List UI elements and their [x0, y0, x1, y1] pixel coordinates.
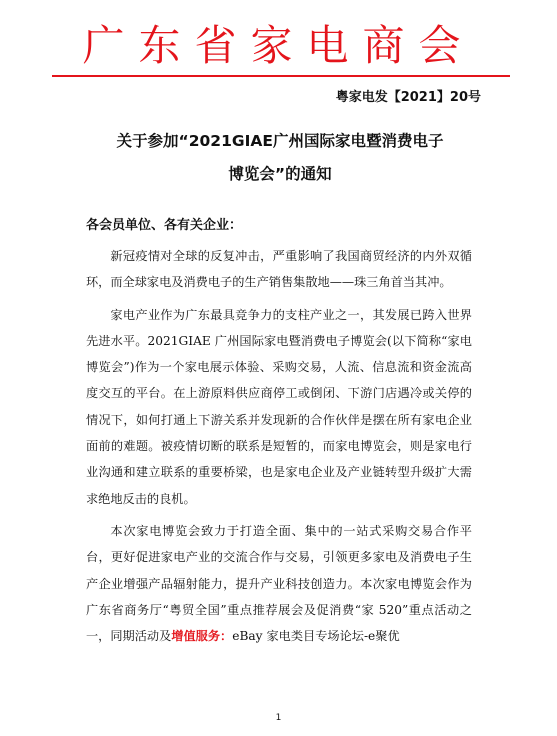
- paragraph-text: eBay 家电类目专场论坛-e聚优: [232, 629, 400, 644]
- paragraph: 家电产业作为广东最具竞争力的支柱产业之一，其发展已跨入世界先进水平。2021GIAE 广州国际家电暨消费电子博览会(以下简称“家电博览会”)作为一个家电展示体验、采购交易，人流、信息流和资金流高度交互的平台。在上游原料供应商停工或倒闭、下游门店遇冷或关停的情况下，如何打通上下游关系并发现新的合作伙伴是摆在所有家电企业面前的难题。被疫情切断的联系是短暂的，而家电博览会，则是家电行业沟通和建立联系的重要桥梁，也是家电企业及产业链转型升级扩大需求绝地反击的良机。: [86, 307, 472, 506]
- page-number: 1: [275, 713, 282, 723]
- paragraph: 新冠疫情对全球的反复冲击，严重影响了我国商贸经济的内外双循环，而全球家电及消费电子的生产销售集散地——珠三角首当其冲。: [86, 249, 472, 290]
- paragraph-text: 本次家电博览会致力于打造全面、集中的一站式采购交易合作平台，更好促进家电产业的交流合作与交易，引领更多家电及消费电子生产企业增强产品辐射能力，提升产业科技创造力。本次家电博览会作为广东省商务厅“粤贸全国”重点推荐展会及促消费“家 520”重点活动之一，同期活动及: [86, 523, 472, 644]
- title-line-1: 关于参加“2021GIAE广州国际家电暨消费电子: [116, 132, 444, 150]
- title-line-2: 博览会”的通知: [228, 165, 332, 183]
- red-divider-line: [52, 75, 510, 77]
- highlighted-phrase: 增值服务：: [171, 629, 233, 644]
- document-title: [60, 125, 500, 191]
- org-masthead: 广东省家电商会: [82, 21, 475, 70]
- paragraph: [86, 518, 472, 649]
- document-body: [86, 243, 472, 655]
- salutation: 各会员单位、各有关企业：: [86, 218, 243, 233]
- document-number: 粤家电发【2021】20号: [335, 90, 481, 105]
